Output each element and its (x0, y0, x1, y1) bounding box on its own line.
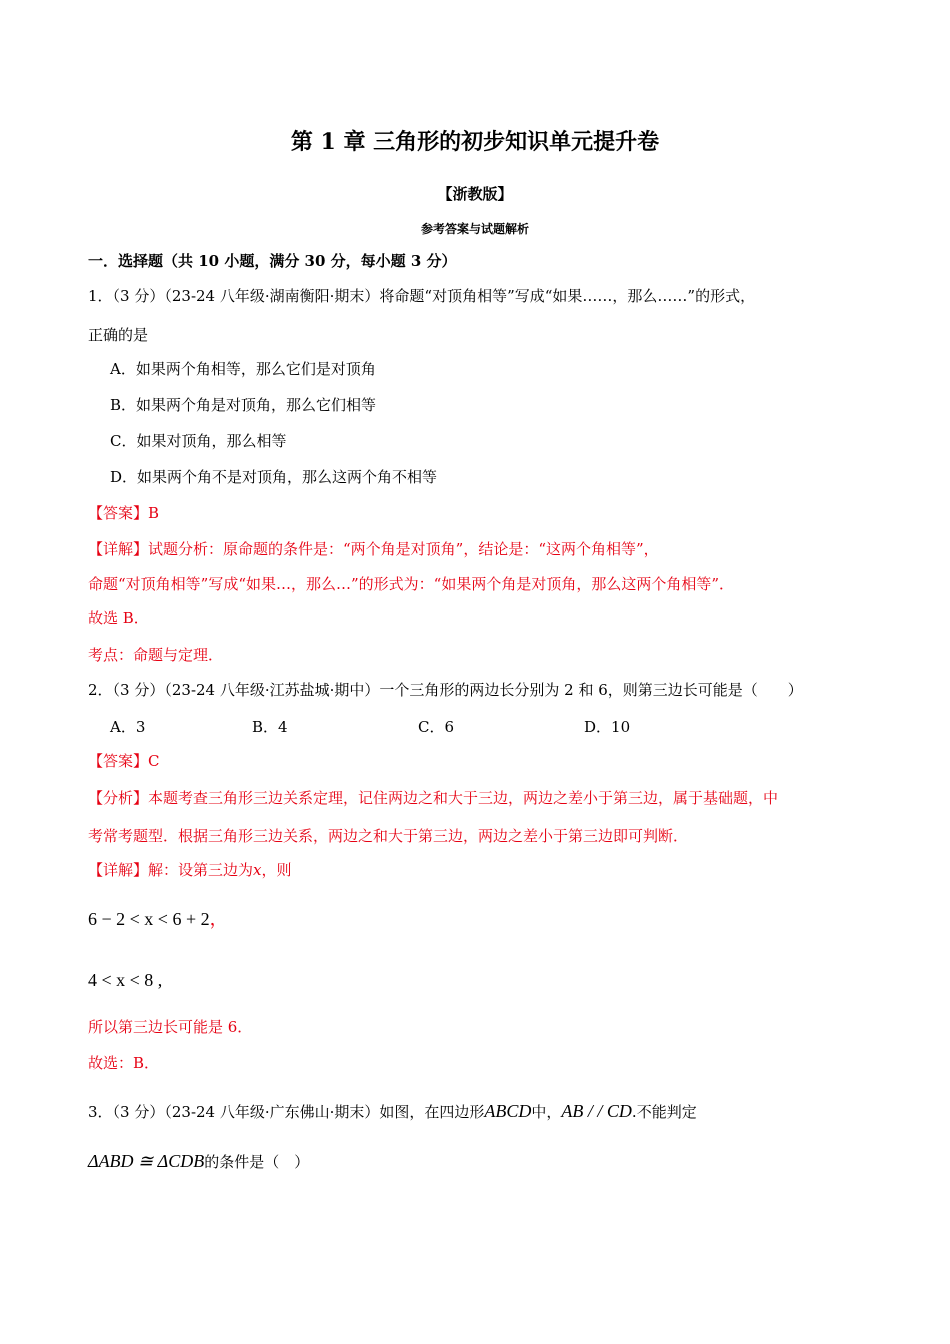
stem-text: 3．（3 分）（23-24 八年级·广东佛山·期末）如图，在四边形 (88, 1103, 485, 1121)
option-a: A．如果两个角相等，那么它们是对顶角 (110, 360, 376, 378)
stem-text: 的条件是（ ） (204, 1153, 310, 1171)
question-stem-cont: 正确的是 (88, 326, 149, 344)
answer: 【答案】B (88, 504, 160, 522)
math-congruence: ΔABD ≅ ΔCDB (88, 1151, 205, 1171)
analysis: 【分析】本题考查三角形三边关系定理，记住两边之和大于三边，两边之差小于第三边，属于基础题，中 (88, 789, 779, 807)
edition-label: 【浙教版】 (437, 185, 513, 203)
option-c: C．如果对顶角，那么相等 (110, 432, 287, 450)
option-a: A．3 (110, 718, 146, 736)
detail: 【详解】试题分析：原命题的条件是：“两个角是对顶角”，结论是：“这两个角相等”， (88, 540, 659, 558)
detail-end: ，则 (261, 861, 292, 879)
conclusion: 所以第三边长可能是 6． (88, 1018, 253, 1036)
math-inequality-2: 4 < x < 8 , (88, 970, 163, 990)
detail-text: 【详解】解：设第三边为 (88, 861, 254, 879)
question-stem (88, 1101, 697, 1122)
variable-x: x (253, 861, 262, 879)
option-d: D．10 (584, 718, 631, 736)
page-title: 第 1 章 三角形的初步知识单元提升卷 (290, 129, 660, 155)
math-parallel: AB / / CD (561, 1101, 632, 1121)
question-stem: 2．（3 分）（23-24 八年级·江苏盐城·期中）一个三角形的两边长分别为 2 和 6，则第三边长可能是（ ） (88, 681, 803, 699)
analysis-cont: 考常考题型．根据三角形三边关系，两边之和大于第三边，两边之差小于第三边即可判断． (88, 827, 689, 845)
comma: ， (209, 909, 228, 929)
stem-text: .不能判定 (631, 1103, 697, 1121)
answer: 【答案】C (88, 752, 160, 770)
option-b: B．如果两个角是对顶角，那么它们相等 (110, 396, 377, 414)
option-b: B．4 (252, 718, 288, 736)
option-d: D．如果两个角不是对顶角，那么这两个角不相等 (110, 468, 438, 486)
math-abcd: ABCD (484, 1101, 532, 1121)
choice: 故选 B． (88, 609, 149, 627)
math-inequality-1 (88, 909, 228, 929)
section-heading: 一．选择题（共 10 小题，满分 30 分，每小题 3 分） (88, 252, 457, 270)
detail (88, 860, 292, 880)
subtitle: 参考答案与试题解析 (420, 222, 529, 236)
stem-text: 中， (531, 1103, 562, 1121)
options-row (110, 717, 810, 737)
option-c: C．6 (418, 718, 455, 736)
detail-cont: 命题“对顶角相等”写成“如果…，那么…”的形式为：“如果两个角是对顶角，那么这两个角相等”． (88, 575, 735, 593)
question-stem-cont (88, 1151, 309, 1172)
kaodian: 考点：命题与定理． (88, 646, 224, 664)
question-stem: 1．（3 分）（23-24 八年级·湖南衡阳·期末）将命题“对顶角相等”写成“如果……，那么……”的形式， (88, 287, 756, 305)
inequality-text: 6 − 2 < x < 6 + 2 (88, 909, 210, 929)
choice: 故选：B． (88, 1054, 160, 1072)
